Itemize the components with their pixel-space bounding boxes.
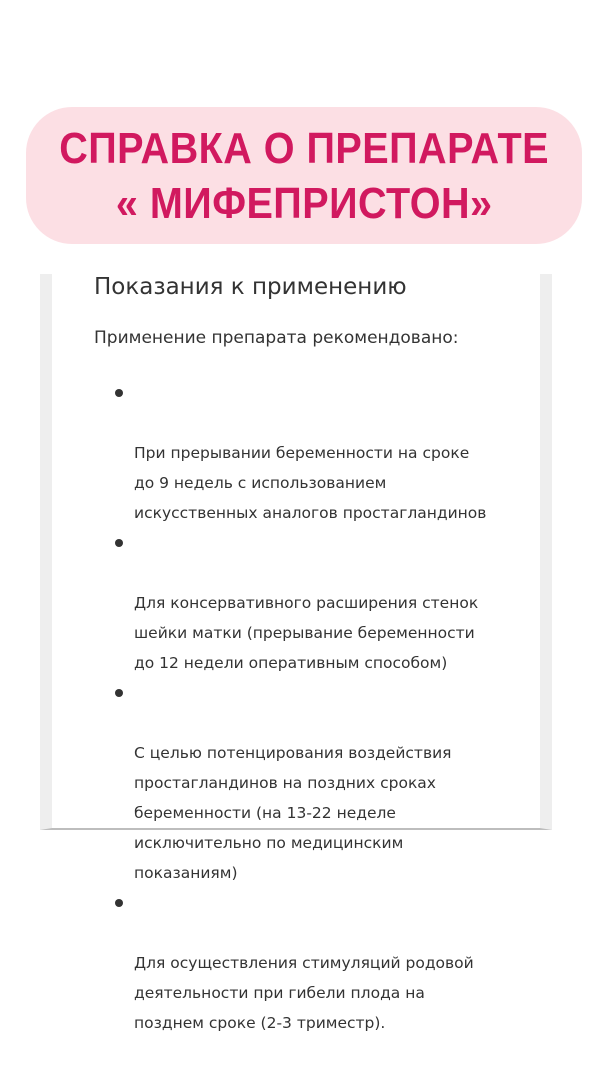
title-banner — [26, 107, 582, 244]
bullet-icon — [115, 539, 123, 547]
indications-card — [40, 274, 552, 1032]
indications-list — [134, 378, 534, 1038]
list-item — [134, 528, 534, 678]
intro-text: Применение препарата рекомендовано: — [94, 328, 459, 348]
list-item-text: С целью потенцирования воздействия простагландинов на поздних сроках беременности (на 13-22 неделе исключительно по медицинским показаниям) — [134, 744, 452, 882]
title-line-2: « МИФЕПРИСТОН» — [115, 178, 493, 228]
list-item-text: При прерывании беременности на сроке до 9 недель с использованием искусственных аналогов простагландинов — [134, 444, 487, 522]
bullet-icon — [115, 689, 123, 697]
bullet-icon — [115, 389, 123, 397]
list-item-text: Для консервативного расширения стенок шейки матки (прерывание беременности до 12 недели оперативным способом) — [134, 594, 479, 672]
bullet-icon — [115, 899, 123, 907]
list-item — [134, 378, 534, 528]
section-heading: Показания к применению — [94, 274, 407, 300]
list-item-text: Для осуществления стимуляций родовой деятельности при гибели плода на позднем сроке (2-3 триместр). — [134, 954, 474, 1032]
list-item — [134, 678, 534, 888]
list-item — [134, 888, 534, 1038]
title-line-1: СПРАВКА О ПРЕПАРАТЕ — [59, 123, 549, 173]
